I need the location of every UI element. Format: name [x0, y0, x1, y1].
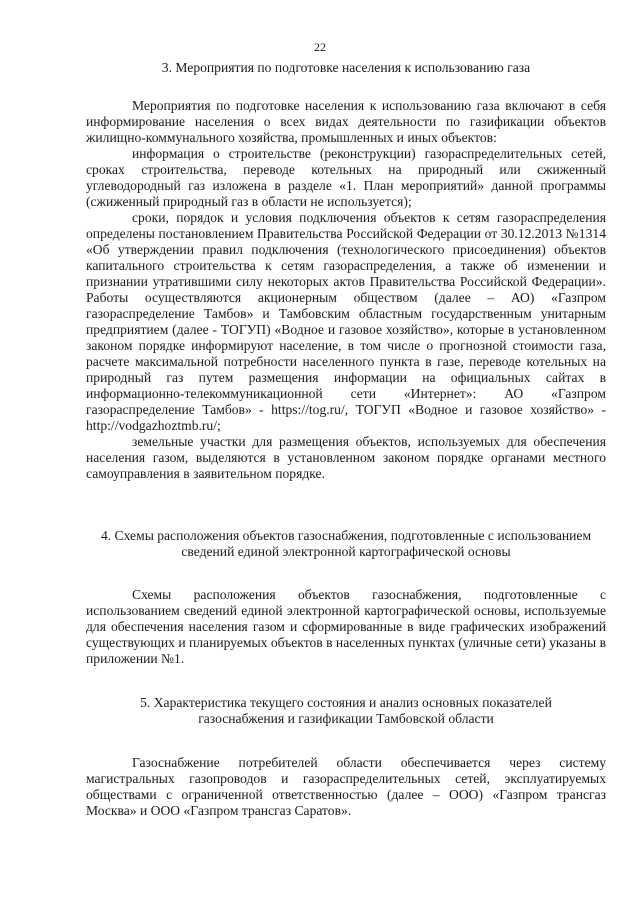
section-3-paragraph-intro: Мероприятия по подготовке населения к использованию газа включают в себя информирование населения о всех видах деятельности по газификации объектов жилищно-коммунального хозяйства, промышленных и иных объектов:: [86, 98, 606, 145]
section-3-heading: 3. Мероприятия по подготовке населения к использованию газа: [161, 60, 531, 75]
section-5-heading: 5. Характеристика текущего состояния и анализ основных показателей газоснабжения и газификации Тамбовской области: [140, 695, 552, 726]
page-number: 22: [314, 40, 326, 54]
section-4-paragraph: Схемы расположения объектов газоснабжения, подготовленные с использованием сведений единой электронной картографической основы, используемые для обеспечения населения газом и сформированные в виде графических изображений существующих и планируемых объектов в населенных пунктах (уличные сети) указаны в приложении №1.: [86, 587, 606, 666]
section-3-paragraph-construction: информация о строительстве (реконструкции) газораспределительных сетей, сроках строительства, переводе котельных на природный или сжиженный углеводородный газ изложена в разделе «1. План мероприятий» данной программы (сжиженный природный газ в области не используется);: [86, 146, 606, 209]
section-5-paragraph: Газоснабжение потребителей области обеспечивается через систему магистральных газопроводов и газораспределительных сетей, эксплуатируемых обществами с ограниченной ответственностью (далее – ООО) «Газпром трансгаз Москва» и ООО «Газпром трансгаз Саратов».: [86, 755, 606, 818]
section-3-paragraph-connection: сроки, порядок и условия подключения объектов к сетям газораспределения определены постановлением Правительства Российской Федерации от 30.12.2013 №1314 «Об утверждении правил подключения (технологического присоединения) объектов капитального строительства к сетям газораспределения, а также об изменении и признании утратившими силу некоторых актов Правительства Российской Федерации». Работы осуществляются акционерным обществом (далее – АО) «Газпром газораспределение Тамбов» и Тамбовским областным государственным унитарным предприятием (далее - ТОГУП) «Водное и газовое хозяйство», которые в установленном законом порядке информируют население, в том числе о прогнозной стоимости газа, расчете максимальной потребности населенного пункта в газе, переводе котельных на природный газ путем размещения информации на официальных сайтах в информационно-телекоммуникационной сети «Интернет»: АО «Газпром газораспределение Тамбов» - https://tog.ru/, ТОГУП «Водное и газовое хозяйство» - http://vodgazhoztmb.ru/;: [86, 210, 606, 433]
document-body: [86, 60, 606, 819]
section-4-heading: 4. Схемы расположения объектов газоснабжения, подготовленные с использованием сведений единой электронной картографической основы: [100, 528, 592, 559]
section-3-paragraph-land: земельные участки для размещения объектов, используемых для обеспечения населения газом, выделяются в установленном законом порядке органами местного самоуправления в заявительном порядке.: [86, 434, 606, 481]
